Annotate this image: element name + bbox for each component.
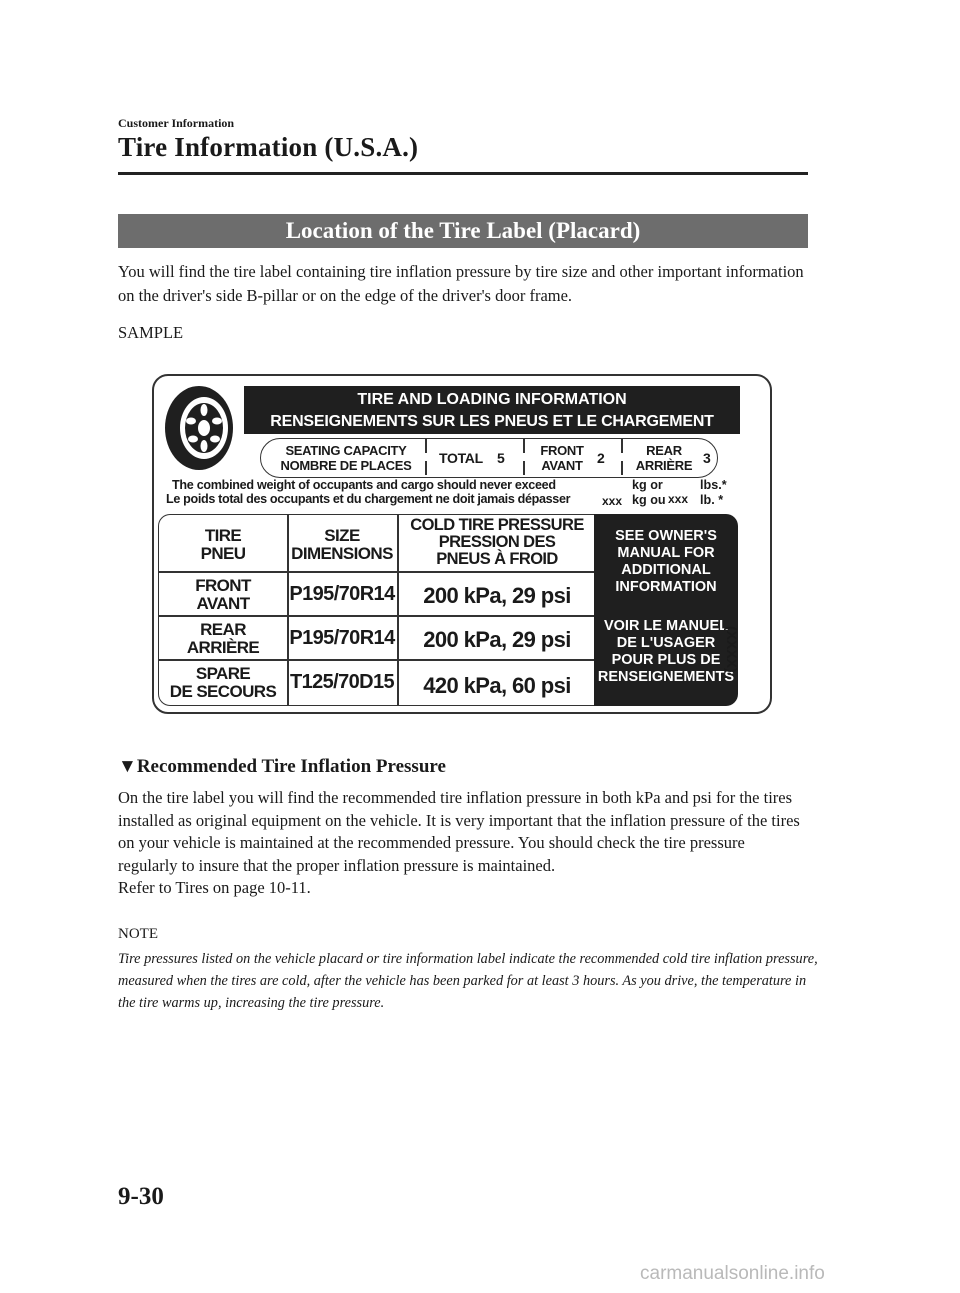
placard-code: (XXXX): [724, 626, 740, 673]
col-header-size: [287, 527, 397, 563]
owners-en-line: SEE OWNER'S: [615, 528, 717, 544]
seating-label: [271, 443, 421, 473]
row-front-fr: AVANT: [196, 594, 250, 613]
rear-seating-value: 3: [703, 450, 711, 466]
placard-header-fr: RENSEIGNEMENTS SUR LES PNEUS ET LE CHARGEMENT: [270, 413, 714, 430]
page-number: 9-30: [118, 1183, 164, 1210]
col-tire-fr: PNEU: [200, 544, 246, 563]
sample-label: SAMPLE: [118, 323, 184, 342]
section-banner: Location of the Tire Label (Placard): [118, 214, 808, 248]
lbs-label: [700, 478, 727, 508]
seating-capacity-box: [260, 438, 718, 478]
owners-manual-fr: [594, 618, 738, 686]
watermark: carmanualsonline.info: [640, 1263, 825, 1284]
row-front-size: P195/70R14: [289, 583, 395, 605]
col-header-tire: [159, 527, 287, 563]
col-pressure-1: COLD TIRE PRESSURE: [410, 516, 584, 534]
placard-header-en: TIRE AND LOADING INFORMATION: [357, 391, 627, 408]
row-rear-pressure: 200 kPa, 29 psi: [423, 627, 571, 652]
row-spare-pressure: 420 kPa, 60 psi: [423, 673, 571, 698]
body-text: [118, 787, 808, 900]
front-seating-label: [533, 443, 591, 473]
col-pressure-3: PNEUS À FROID: [436, 550, 558, 568]
total-label: TOTAL: [439, 450, 483, 466]
row-rear-size: P195/70R14: [289, 627, 395, 649]
chapter-title: Tire Information (U.S.A.): [118, 132, 419, 162]
owners-manual-en: [594, 528, 738, 596]
kg-ou: kg ou: [632, 493, 666, 507]
col-tire-en: TIRE: [204, 526, 242, 545]
lb: lb. *: [700, 493, 724, 507]
front-seating-fr: AVANT: [541, 458, 583, 473]
row-rear-fr: ARRIÈRE: [186, 638, 260, 657]
subheading: [118, 756, 446, 778]
weight-kg-value: xxx: [602, 494, 623, 508]
owners-fr-line: POUR PLUS DE: [611, 652, 721, 668]
front-seating-value: 2: [597, 450, 605, 466]
row-front-position: [159, 577, 287, 613]
total-value: 5: [497, 450, 505, 466]
rear-seating-en: REAR: [646, 443, 682, 458]
rear-seating-label: [631, 443, 697, 473]
kg-or-label: [632, 478, 666, 508]
row-rear-en: REAR: [200, 620, 246, 639]
tire-icon: [162, 382, 240, 474]
col-size-en: SIZE: [324, 526, 360, 545]
row-front-pressure: 200 kPa, 29 psi: [423, 583, 571, 608]
row-spare-position: [159, 665, 287, 701]
body-paragraph: On the tire label you will find the recommended tire inflation pressure in both kPa and psi for the tires installed as original equipment on the vehicle. It is very important that the inflation pressure of the tires on your vehicle is maintained at the recommended pressure. You should check the tire pressure regularly to insure that the proper inflation pressure is maintained.: [118, 788, 800, 875]
col-pressure-2: PRESSION DES: [438, 533, 556, 551]
owners-fr-line: RENSEIGNEMENTS: [597, 669, 735, 685]
row-spare-fr: DE SECOURS: [169, 682, 277, 701]
seating-label-fr: NOMBRE DE PLACES: [280, 458, 412, 473]
placard-header: [244, 386, 740, 434]
owners-manual-box: [594, 514, 738, 706]
row-rear-position: [159, 621, 287, 657]
lbs: lbs.*: [700, 478, 727, 492]
owners-en-line: INFORMATION: [615, 579, 717, 595]
note-text: Tire pressures listed on the vehicle placard or tire information label indicate the recommended cold tire inflation pressure, measured when the tires are cold, after the vehicle has been parked for at least 3 hours. As you drive, the temperature in the tire warms up, increasing the tire pressure.: [118, 951, 818, 1011]
combined-weight-en: The combined weight of occupants and cargo should never exceed: [172, 478, 556, 492]
owners-en-line: ADDITIONAL: [621, 562, 711, 578]
kg-or: kg or: [632, 478, 663, 492]
col-size-fr: DIMENSIONS: [291, 544, 393, 563]
col-header-pressure: [397, 517, 597, 568]
section-label: Customer Information: [118, 116, 235, 130]
weight-lb-value: xxx: [668, 492, 689, 506]
row-spare-en: SPARE: [195, 664, 251, 683]
front-seating-en: FRONT: [540, 443, 584, 458]
rear-seating-fr: ARRIÈRE: [635, 458, 693, 473]
triangle-down-icon: ▼: [118, 756, 137, 777]
owners-fr-line: VOIR LE MANUEL: [603, 618, 729, 634]
owners-fr-line: DE L'USAGER: [616, 635, 716, 651]
row-spare-size: T125/70D15: [289, 671, 395, 693]
owners-en-line: MANUAL FOR: [617, 545, 715, 561]
tire-pressure-table: [158, 514, 597, 706]
page-reference: Refer to Tires on page 10-11.: [118, 878, 311, 897]
row-front-en: FRONT: [195, 576, 251, 595]
combined-weight-fr: Le poids total des occupants et du chargement ne doit jamais dépasser: [166, 492, 571, 506]
tire-placard: [152, 374, 772, 714]
subheading-text: Recommended Tire Inflation Pressure: [136, 756, 446, 777]
note-label: NOTE: [118, 926, 158, 942]
seating-label-en: SEATING CAPACITY: [285, 443, 407, 458]
header-rule: [118, 172, 808, 175]
intro-paragraph: You will find the tire label containing tire inflation pressure by tire size and other important information on the driver's side B-pillar or on the edge of the driver's door frame.: [118, 262, 804, 305]
